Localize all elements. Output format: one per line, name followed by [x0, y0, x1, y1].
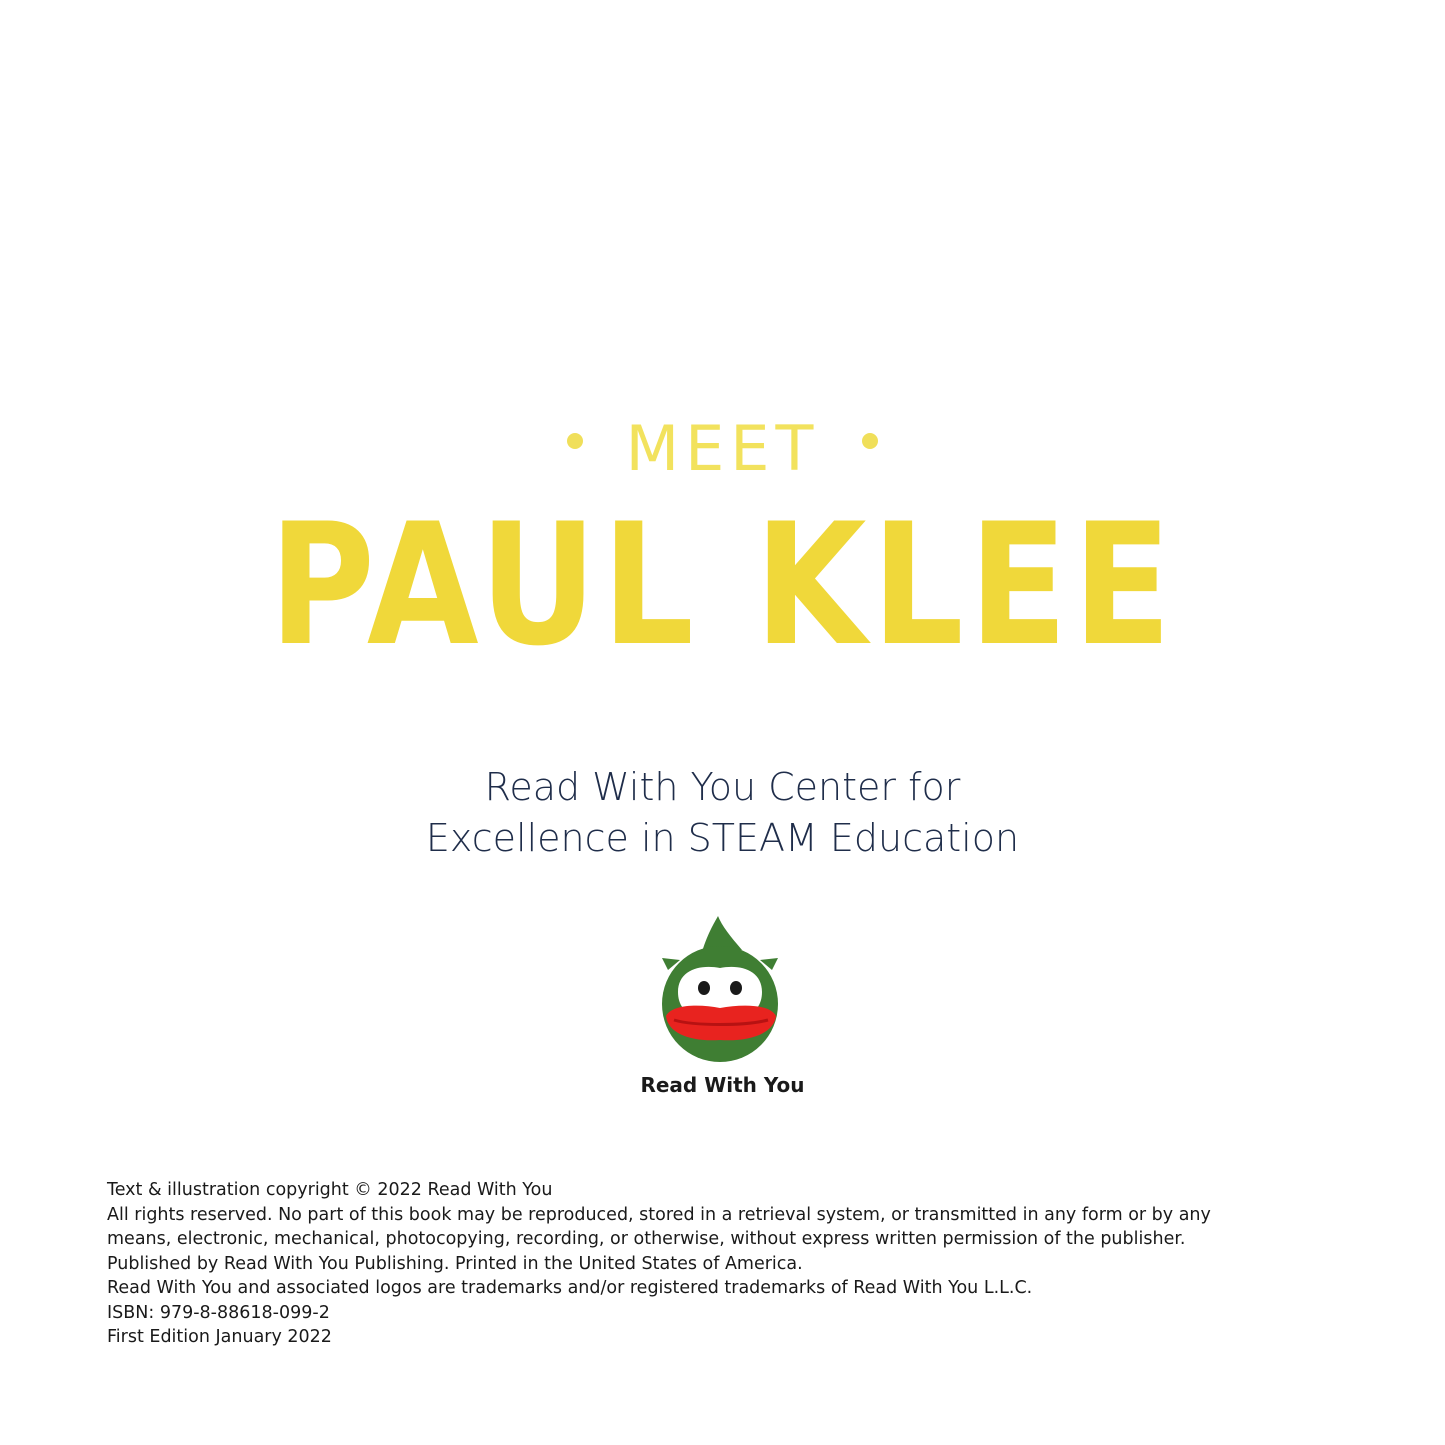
right-eye-icon — [730, 981, 742, 995]
logo-label: Read With You — [640, 1073, 805, 1097]
subtitle-line-1: Read With You Center for — [484, 765, 961, 809]
meet-word: MEET — [625, 412, 820, 485]
edition-line: First Edition January 2022 — [107, 1327, 332, 1347]
copyright-line: Read With You and associated logos are trademarks and/or registered trademarks of Read With You L.L.C. — [107, 1278, 1033, 1298]
subtitle — [0, 762, 1445, 864]
copyright-line: means, electronic, mechanical, photocopying, recording, or otherwise, without express written permission of the publisher. — [107, 1229, 1186, 1249]
book-title: PAUL KLEE — [269, 487, 1177, 683]
copyright-line: All rights reserved. No part of this book may be reproduced, stored in a retrieval system, or transmitted in any form or by any — [107, 1204, 1211, 1225]
green-monkey-face-icon — [650, 912, 790, 1062]
copyright-line: Text & illustration copyright © 2022 Read With You — [107, 1180, 553, 1200]
isbn-line: ISBN: 979-8-88618-099-2 — [107, 1302, 330, 1323]
copyright-block — [107, 1178, 1347, 1350]
subtitle-line-2: Excellence in STEAM Education — [425, 816, 1020, 860]
left-dot-icon — [567, 433, 583, 449]
meet-row — [0, 412, 1445, 485]
title-block — [0, 400, 1445, 700]
copyright-line: Published by Read With You Publishing. Printed in the United States of America. — [107, 1253, 803, 1274]
left-eye-icon — [698, 981, 710, 995]
right-dot-icon — [862, 433, 878, 449]
